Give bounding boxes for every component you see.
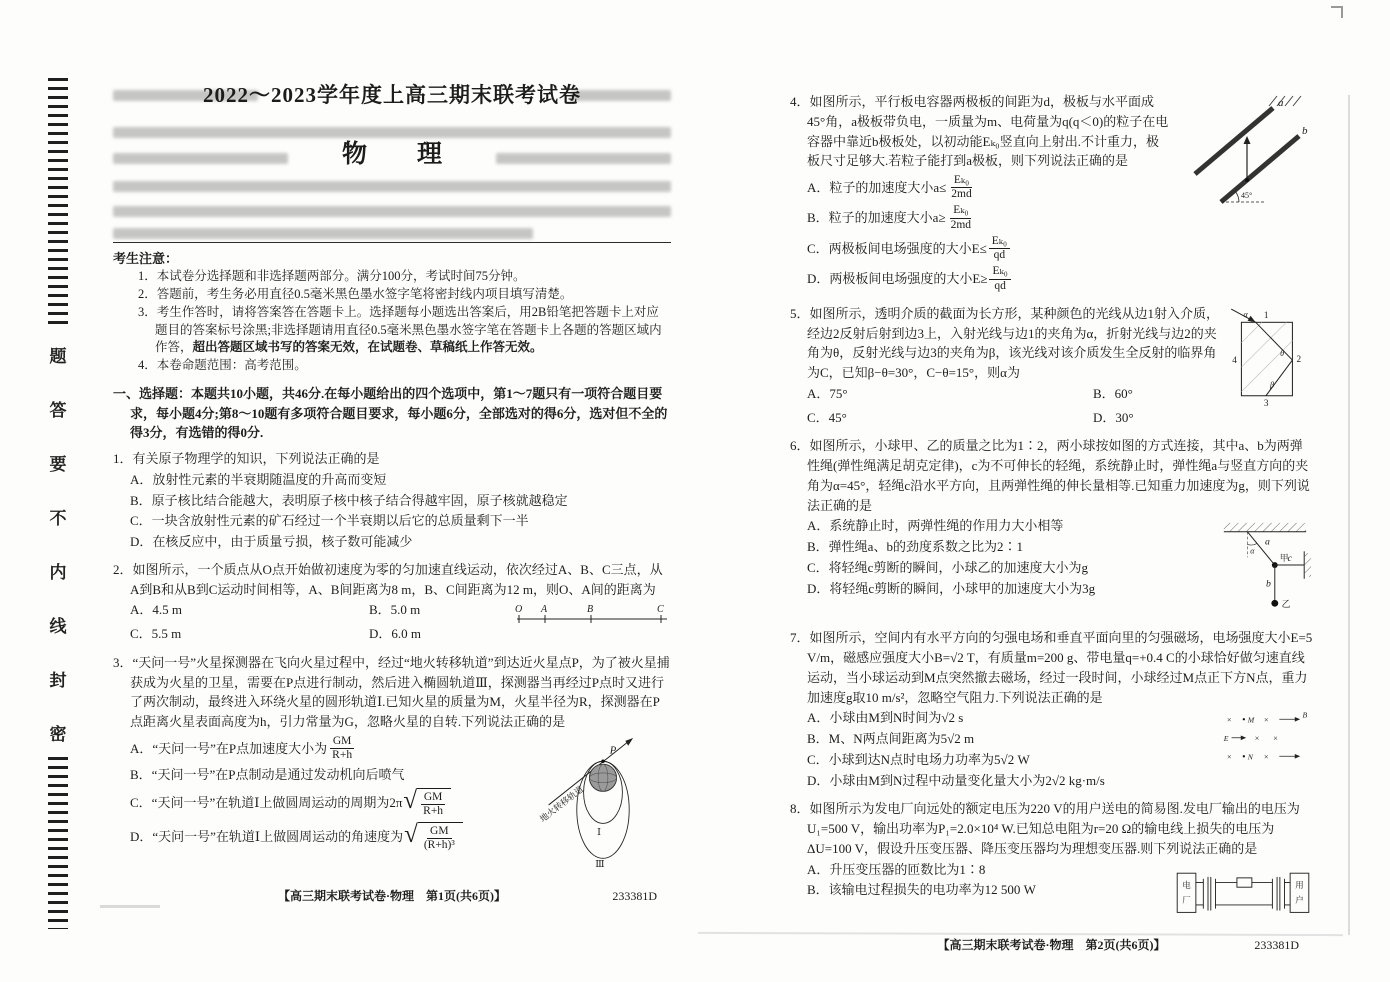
question-2-options (130, 599, 671, 645)
question-3 (113, 653, 671, 873)
redacted-text-line (113, 206, 671, 217)
point-o-label: O (515, 604, 523, 616)
point-m-dot (1243, 718, 1245, 720)
question-8-option-b: B．该输电过程损失的电功率为12 500 W (807, 882, 1036, 898)
question-3-option-a (130, 735, 525, 762)
point-n-dot (1243, 755, 1245, 757)
option-text: D．两极板间电场强度的大小E≥ (807, 271, 988, 287)
question-5-option-c: C．45° (807, 409, 847, 425)
e-field-label: E (1223, 734, 1229, 744)
footer-text: 【高三期末联考试卷·物理 第2页(共6页)】 (937, 937, 1166, 952)
exam-title: 2022～2023学年度上高三期末联考试卷 (203, 83, 581, 107)
question-5-option-grid (807, 383, 1219, 429)
question-1-option-a: A．放射性元素的半衰期随温度的升高而变短 (130, 471, 387, 487)
footer-text: 【高三期末联考试卷·物理 第1页(共6页)】 (278, 888, 506, 903)
fraction: $\frac{\text{Eₖ₀}}{2md}$ (950, 204, 972, 231)
question-4-option-c (807, 235, 1313, 262)
section-heading: 一、选择题：本题共10小题，共46分.在每小题给出的四个选项中，第1～7题只有一项符合题目要求，每小题4分;第8～10题有多项符合题目要求，每小题6分，全部选对的得6分，选对但不全的得3分，有选错的得0分. (113, 385, 668, 441)
question-7-option-d: D．小球由M到N过程中动量变化量大小为2√2 kg·m/s (807, 772, 1105, 788)
question-7-option-a: A．小球由M到N时间为√2 s (807, 710, 964, 726)
line-resistor (1237, 877, 1252, 886)
question-8-figure-power-circuit (1173, 862, 1313, 918)
seal-char: 密 (49, 725, 67, 744)
seal-char: 不 (49, 509, 67, 528)
question-5-option-d: D．30° (1093, 409, 1134, 425)
plate-a (1195, 108, 1273, 174)
question-7-options (807, 708, 1313, 791)
paper-code: 233381D (1254, 937, 1299, 952)
question-2-option-b: B．5.0 m (369, 602, 421, 618)
point-p-label: P (609, 744, 617, 757)
question-3-option-c (130, 788, 525, 818)
fraction: $\frac{\text{Eₖ₀}}{2md}$ (951, 174, 972, 201)
question-1 (113, 449, 671, 552)
notice-item-3-bold: 超出答题区域书写的答案无效，在试题卷、草稿纸上作答无效。 (192, 340, 543, 355)
question-6-option-a: A．系统静止时，两弹性绳的作用力大小相等 (807, 518, 1064, 534)
question-2 (113, 560, 671, 645)
question-1-stem: 1．有关原子物理学的知识，下列说法正确的是 (113, 451, 380, 467)
option-text: A．“天问一号”在P点加速度大小为 (130, 740, 328, 756)
alpha-label: α (1243, 309, 1248, 319)
fraction: $\frac{GM}{\text{(R+h)³}}$ (423, 824, 455, 851)
seal-char: 线 (49, 617, 67, 636)
seal-char: 题 (49, 347, 67, 366)
question-4-stem: 4．如图所示，平行板电容器两极板的间距为d，极板与水平面成45°角，a极板带负电，一质量为m、电荷量为q(q＜0)的粒子在电容器中靠近b极板处，以初动能Eₖ₀竖直向上射出.不计重力，极板尺寸足够大.若粒子能打到a极板，则下列说法正确的是 (790, 94, 1169, 169)
question-1-options (130, 470, 671, 552)
plate-b-label: b (1302, 125, 1308, 137)
user-label-char: 用 (1295, 880, 1304, 890)
rope-a-label: a (1265, 536, 1270, 548)
transfer-orbit-label: 地火转移轨道 (537, 783, 586, 824)
edge-4-label: 4 (1232, 354, 1237, 365)
redacted-text-line (113, 228, 533, 239)
transfer-arrowhead (625, 738, 633, 746)
field-cross: × (1263, 714, 1269, 725)
notice-item-4: 4．本卷命题范围：高考范围。 (138, 358, 307, 373)
point-b-label: B (587, 604, 594, 616)
option-text: C．两极板间电场强度的大小E≤ (807, 240, 987, 256)
question-3-option-d (130, 822, 525, 852)
ceiling-hatch (1224, 523, 1306, 532)
question-7-stem: 7．如图所示，空间内有水平方向的匀强电场和垂直平面向里的匀强磁场，电场强度大小E=5 V/m，磁感应强度大小B=√2 T，有质量m=200 g、带电量q=+0.4 C的小球恰好做匀速直线运动，当小球运动到M点突然撤去磁场，经过一段时间，小球经过M点正下方N点，重力加速度g取10 m/s²，忽略空气阻力.下列说法正确的是 (790, 630, 1313, 705)
field-cross: × (1226, 751, 1232, 762)
question-8-option-a: A．升压变压器的匝数比为1∶8 (807, 861, 986, 877)
point-a-label: A (541, 604, 548, 616)
edge-3-label: 3 (1263, 397, 1269, 408)
angle-45-label: 45° (1241, 191, 1253, 200)
sqrt-radical: √ $\frac{GM}{\text{(R+h)³}}$ (404, 822, 463, 852)
point-m-label: M (1247, 715, 1255, 725)
question-6-stem: 6．如图所示，小球甲、乙的质量之比为1∶2，两小球按如图的方式连接，其中a、b为两弹性绳(弹性绳满足胡克定律)，c为不可伸长的轻绳，系统静止时，弹性绳a与竖直方向的夹角为α=45°，轻绳c沿水平方向，且两弹性绳的伸长量相等.已知重力加速度为g，则下列说法正确的是 (790, 438, 1310, 513)
notice-item-2: 2．答题前，考生务必用直径0.5毫米黑色墨水签字笔将密封线内项目填写清楚。 (138, 287, 573, 302)
question-6-option-d: D．将轻绳c剪断的瞬间，小球甲的加速度大小为3g (807, 580, 1096, 596)
candidate-notice (113, 250, 671, 375)
scan-artifact-page-edge (1348, 95, 1350, 935)
plant-label-char: 电 (1182, 880, 1191, 890)
option-text: D．“天问一号”在轨道Ⅰ上做圆周运动的角速度为 (130, 828, 404, 844)
question-1-option-d: D．在核反应中，由于质量亏损，核子数可能减少 (130, 534, 413, 550)
fraction: $\frac{GM}{R+h}$ (420, 791, 446, 818)
question-4-option-d (807, 265, 1313, 292)
ball-yi-label: 乙 (1281, 599, 1291, 610)
velocity-arrowhead (1244, 136, 1251, 144)
binding-marks-bottom (48, 757, 68, 929)
question-6-figure-balls-ropes (1217, 518, 1313, 616)
point-c-label: C (657, 604, 664, 616)
notice-item-3 (138, 304, 671, 357)
plant-label-char: 厂 (1182, 895, 1191, 905)
orbit-one-label: Ⅰ (597, 826, 602, 838)
question-4-option-a (807, 174, 1171, 201)
theta-label: θ (1280, 348, 1285, 358)
field-cross: × (1254, 733, 1260, 744)
mars-planet (589, 764, 616, 791)
option-text: C．“天问一号”在轨道Ⅰ上做圆周运动的周期为2π (130, 795, 403, 811)
notice-item-3-text: 3．考生作答时，请将答案答在答题卡上。选择题每小题选出答案后，用2B铅笔把答题卡上对应题目的答案标号涂黑;非选择题请用直径0.5毫米黑色墨水签字笔在答题卡上各题的答题区域内作答， (138, 304, 662, 355)
question-8-options (807, 860, 1313, 922)
question-8 (790, 799, 1313, 921)
fraction: $\frac{GM}{R+h}$ (329, 735, 355, 762)
field-cross: × (1273, 733, 1278, 744)
reflected-ray (1266, 360, 1293, 396)
question-6-options (807, 516, 1313, 620)
question-3-stem: 3．“天问一号”火星探测器在飞向火星过程中，经过“地火转移轨道”到达近火星点P，为了被火星捕获成为火星的卫星，需要在P点进行制动，然后进入椭圆轨道Ⅲ，探测器当再经过P点时又进行了两次制动，最终进入环绕火星的圆形轨道Ⅰ.已知火星的质量为M，火星半径为R，探测器在P点距离火星表面高度为h，引力常量为G，忽略火星的自转.下列说法正确的是 (113, 654, 670, 730)
question-6 (790, 436, 1313, 620)
subject-title: 物 理 (341, 140, 442, 168)
question-2-option-grid (130, 599, 503, 645)
page-2-footer (790, 936, 1313, 954)
option-text: B．粒子的加速度大小a≥ (807, 210, 946, 226)
binding-strip (42, 78, 74, 929)
question-5-figure-prism (1229, 306, 1313, 408)
notice-item-1: 1．本试卷分选择题和非选择题两部分。满分100分，考试时间75分钟。 (138, 269, 526, 284)
seal-char: 内 (49, 563, 67, 582)
question-3-option-b: B．“天问一号”在P点制动是通过发动机向后喷气 (130, 767, 405, 783)
refracted-ray (1256, 322, 1293, 360)
masthead (113, 80, 671, 243)
question-1-option-b: B．原子核比结合能越大，表明原子核中核子结合得越牢固，原子核就越稳定 (130, 492, 568, 508)
edge-2-label: 2 (1296, 353, 1302, 364)
b-field-label: B (1302, 710, 1308, 720)
fraction: $\frac{\text{Eₖ₀}}{qd}$ (989, 265, 1010, 292)
question-7-option-c: C．小球到达N点时电场力功率为5√2 W (807, 751, 1030, 767)
page-2 (790, 92, 1313, 954)
particle-dot (1245, 178, 1249, 182)
question-2-stem: 2．如图所示，一个质点从O点开始做初速度为零的匀加速直线运动，依次经过A、B、C三点，从A到B和从B到C运动时间相等，A、B间距离为8 m，B、C间距离为12 m，则O、A间的距离为 (113, 561, 663, 597)
orbit-three-label: Ⅲ (595, 859, 605, 871)
question-2-option-d: D．6.0 m (369, 626, 422, 642)
plate-b (1221, 136, 1299, 202)
beta-label: β (1269, 380, 1275, 390)
seal-line-text (42, 342, 74, 745)
question-8-stem: 8．如图所示为发电厂向远处的额定电压为220 V的用户送电的简易图.发电厂输出的电压为U₁=500 V，输出功率为P₁=2.0×10⁴ W.已知总电阻为r=20 Ω的输电线上损失的电压为ΔU=100 V，假设升压变压器、降压变压器均为理想变压器.则下列说法正确的是 (790, 801, 1300, 856)
sqrt-radical: √ $\frac{GM}{R+h}$ (403, 788, 451, 818)
question-5-option-b: B．60° (1093, 385, 1133, 401)
question-5-option-a: A．75° (807, 385, 848, 401)
rope-c-label: c (1287, 553, 1292, 565)
question-7-option-b: B．M、N两点间距离为5√2 m (807, 731, 975, 746)
question-3-figure-mars-orbits (535, 737, 671, 869)
page-1 (113, 78, 671, 905)
user-box (1290, 873, 1309, 912)
ball-jia-label: 甲 (1279, 553, 1289, 564)
point-n-label: N (1247, 752, 1253, 762)
seal-char: 答 (49, 401, 67, 420)
scan-artifact-smudge (100, 905, 160, 908)
plate-a-label: a (1278, 97, 1284, 109)
question-5 (790, 304, 1313, 429)
paper-code: 233381D (612, 888, 657, 903)
ball-yi (1271, 600, 1278, 607)
question-3-options (130, 735, 671, 873)
page-1-footer (113, 887, 671, 905)
seal-char: 封 (49, 671, 67, 690)
seal-char: 要 (49, 455, 67, 474)
question-4-figure-capacitor (1181, 94, 1313, 210)
edge-1-label: 1 (1263, 309, 1269, 320)
field-cross: × (1263, 751, 1269, 762)
question-2-option-a: A．4.5 m (130, 602, 183, 618)
question-5-stem: 5．如图所示，透明介质的截面为长方形，某种颜色的光线从边1射入介质，经边2反射后射到边3上，入射光线与边1的夹角为α，折射光线与边2的夹角为θ，反射光线与边3的夹角为β，该光线对该介质发生全反射的临界角为C，已知β−θ=30°，C−θ=15°，则α为 (790, 305, 1220, 380)
notice-heading: 考生注意： (113, 251, 179, 266)
question-7 (790, 628, 1313, 791)
question-4 (790, 92, 1313, 296)
question-1-option-c: C．一块含放射性元素的矿石经过一个半衰期以后它的总质量剩下一半 (130, 513, 529, 529)
binding-marks-top (48, 78, 68, 330)
angle-alpha-label: α (1250, 546, 1255, 556)
fraction: $\frac{\text{Eₖ₀}}{qd}$ (989, 235, 1010, 262)
question-4-option-b (807, 204, 1171, 231)
redacted-text-line (113, 181, 671, 192)
wall-hatch (1304, 554, 1311, 578)
scan-artifact-corner-mark (1331, 6, 1343, 18)
question-7-figure-field-region (1221, 710, 1313, 764)
point-p-dot (601, 759, 604, 762)
option-text: A．粒子的加速度大小a≤ (807, 179, 947, 195)
question-2-option-c: C．5.5 m (130, 626, 182, 642)
power-plant-box (1177, 873, 1196, 912)
question-6-option-c: C．将轻绳c剪断的瞬间，小球乙的加速度大小为g (807, 559, 1088, 575)
user-label-char: 户 (1295, 895, 1304, 905)
field-cross: × (1226, 714, 1232, 725)
question-6-option-b: B．弹性绳a、b的劲度系数之比为2∶1 (807, 539, 1023, 554)
question-2-figure-motion-line (513, 601, 671, 627)
rope-b-label: b (1265, 578, 1271, 590)
